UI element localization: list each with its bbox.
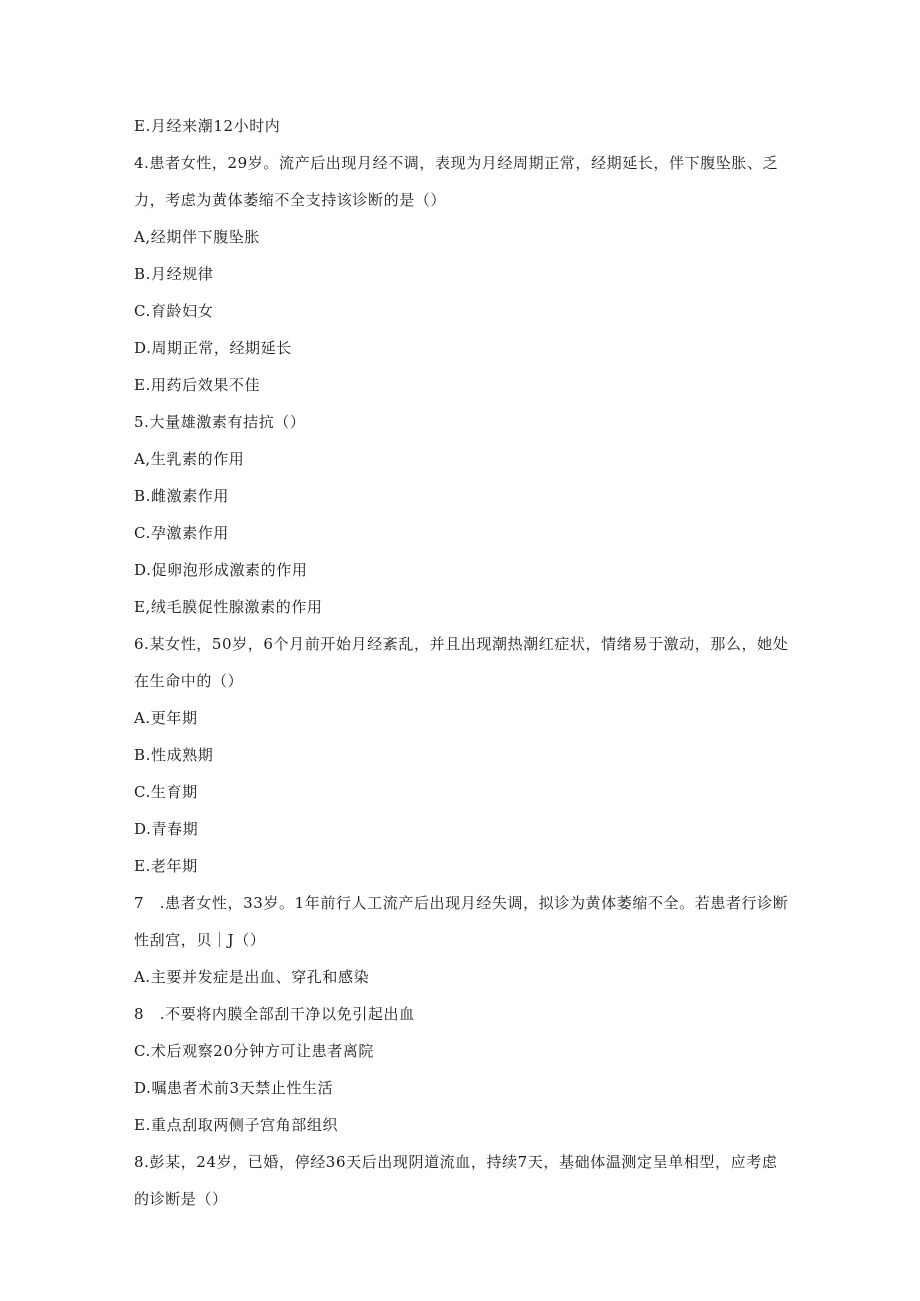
question-4-line-2: 力，考虑为黄体萎缩不全支持该诊断的是（） bbox=[134, 191, 447, 209]
question-4-line-1: 4.患者女性，29岁。流产后出现月经不调，表现为月经周期正常，经期延长，伴下腹坠胀、乏 bbox=[134, 154, 779, 172]
option-d-q6: D.青春期 bbox=[134, 820, 199, 838]
question-6-line-2: 在生命中的（） bbox=[134, 672, 244, 690]
option-a-q5: A,生乳素的作用 bbox=[134, 450, 245, 468]
option-e-q3: E.月经来潮12小时内 bbox=[134, 117, 281, 135]
question-8-line-1: 8.彭某，24岁，已婚，停经36天后出现阴道流血，持续7天，基础体温测定呈单相型，应考虑 bbox=[134, 1153, 778, 1171]
option-a-q7: A.主要并发症是出血、穿孔和感染 bbox=[134, 968, 370, 986]
question-7-line-2: 性刮宫，贝｜J（） bbox=[134, 931, 266, 949]
option-e-q6: E.老年期 bbox=[134, 857, 198, 875]
option-b-q4: B.月经规律 bbox=[134, 265, 214, 283]
option-d-q4: D.周期正常，经期延长 bbox=[134, 339, 292, 357]
question-7-line-1: 7 .患者女性，33岁。1年前行人工流产后出现月经失调，拟诊为黄体萎缩不全。若患者行诊断 bbox=[134, 894, 789, 912]
option-b-q5: B.雌激素作用 bbox=[134, 487, 229, 505]
option-a-q4: A,经期伴下腹坠胀 bbox=[134, 228, 261, 246]
option-c-q6: C.生育期 bbox=[134, 783, 198, 801]
option-b-q7: 8 .不要将内膜全部刮干净以免引起出血 bbox=[134, 1005, 415, 1023]
option-c-q7: C.术后观察20分钟方可让患者离院 bbox=[134, 1042, 374, 1060]
option-b-q6: B.性成熟期 bbox=[134, 746, 214, 764]
question-6-line-1: 6.某女性，50岁，6个月前开始月经紊乱，并且出现潮热潮红症状，情绪易于激动，那么，她处 bbox=[134, 635, 789, 653]
option-c-q5: C.孕激素作用 bbox=[134, 524, 229, 542]
option-a-q6: A.更年期 bbox=[134, 709, 198, 727]
option-e-q5: E,绒毛膜促性腺激素的作用 bbox=[134, 598, 323, 616]
question-8-line-2: 的诊断是（） bbox=[134, 1190, 228, 1208]
question-5: 5.大量雄激素有拮抗（） bbox=[134, 413, 306, 431]
option-e-q7: E.重点刮取两侧子宫角部组织 bbox=[134, 1116, 339, 1134]
option-d-q5: D.促卵泡形成激素的作用 bbox=[134, 561, 308, 579]
option-d-q7: D.嘱患者术前3天禁止性生活 bbox=[134, 1079, 334, 1097]
option-e-q4: E.用药后效果不佳 bbox=[134, 376, 261, 394]
option-c-q4: C.育龄妇女 bbox=[134, 302, 214, 320]
